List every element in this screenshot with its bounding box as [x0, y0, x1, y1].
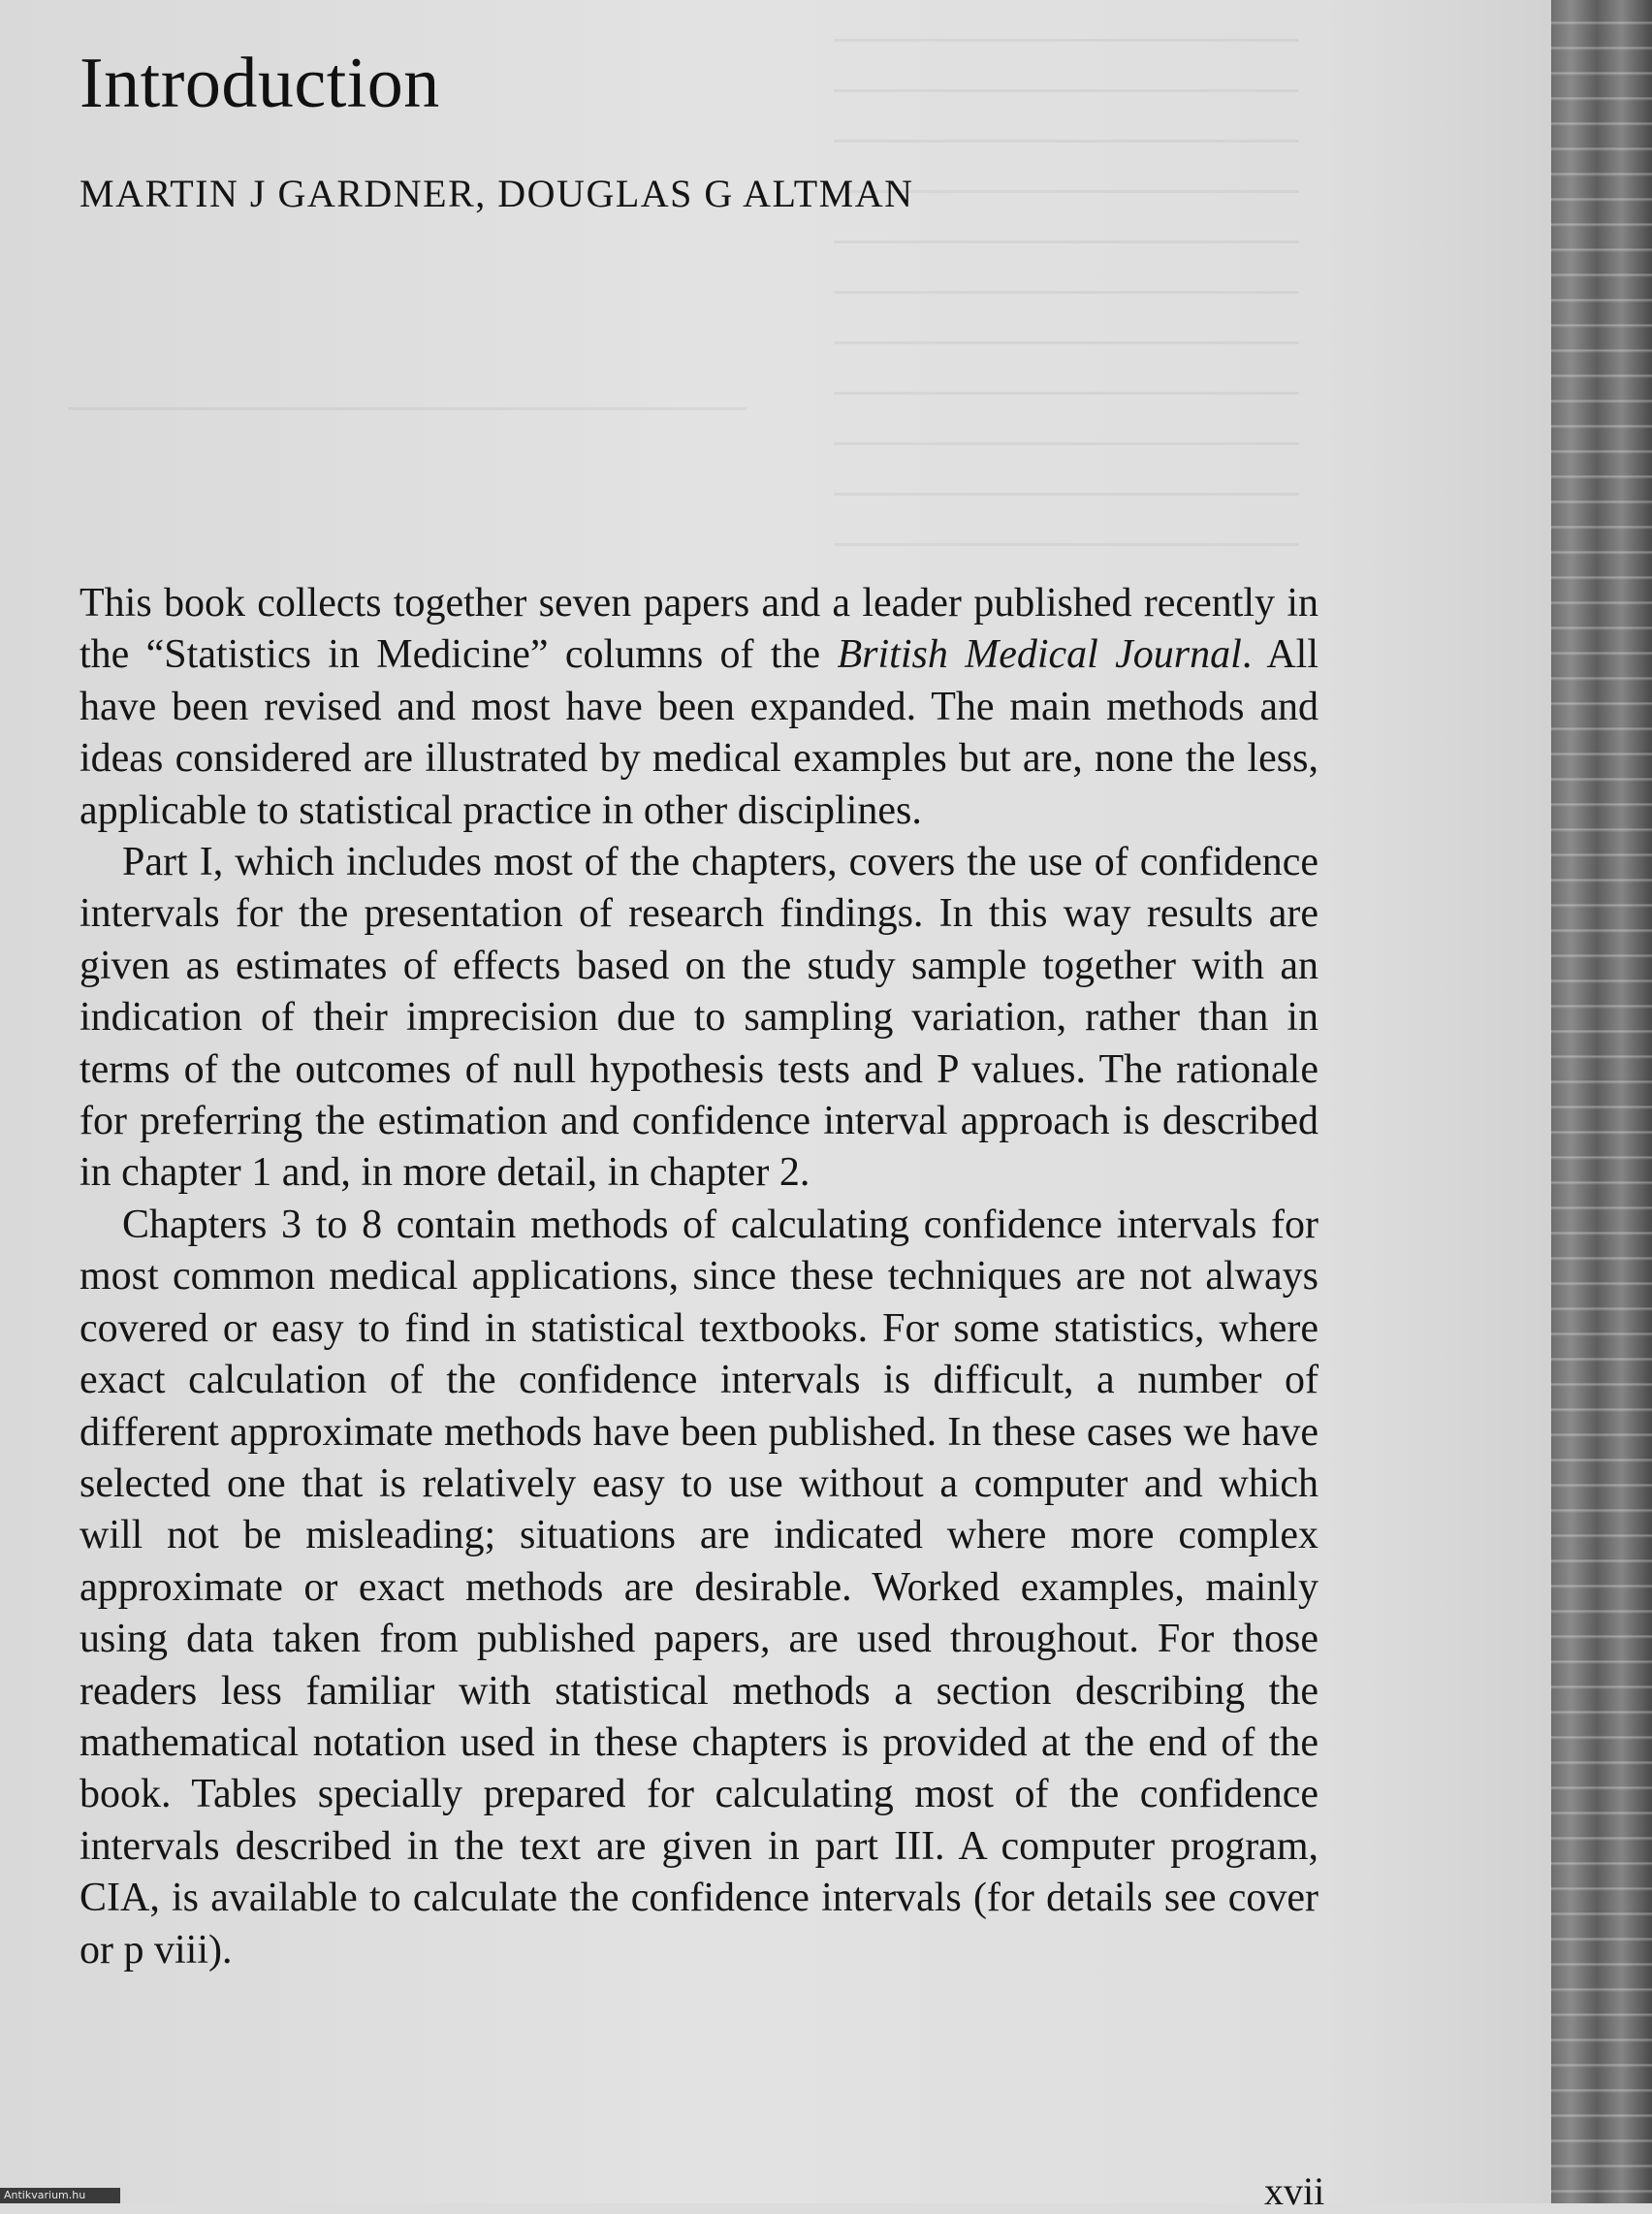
- authors-line: MARTIN J GARDNER, DOUGLAS G ALTMAN: [79, 172, 914, 215]
- paragraph-1-text-a: This book collects together seven papers and a leader published recently in the “Statistics in Medicine” columns of the: [79, 581, 1318, 678]
- watermark: Antikvarium.hu: [0, 2188, 120, 2203]
- page-number: xvii: [1264, 2169, 1325, 2213]
- paragraph-1-text-b: . All have been revised and most have been expanded. The main methods and ideas considered are illustrated by medical examples but are, none the less, applicable to statistical practice in other disciplines.: [79, 632, 1318, 833]
- book-spine-edge: [1551, 0, 1652, 2203]
- paragraph-1: [79, 578, 1318, 837]
- journal-title-italic: British Medical Journal: [837, 632, 1242, 678]
- page-title: Introduction: [79, 44, 440, 123]
- paragraph-2: Part I, which includes most of the chapters, covers the use of confidence intervals for the presentation of research findings. In this way results are given as estimates of effects based on the study sample together with an indication of their imprecision due to sampling variation, rather than in terms of the outcomes of null hypothesis tests and P values. The rationale for preferring the estimation and confidence interval approach is described in chapter 1 and, in more detail, in chapter 2.: [79, 840, 1318, 1196]
- body-text: [79, 578, 1318, 1976]
- paragraph-3: Chapters 3 to 8 contain methods of calculating confidence intervals for most common medical applications, since these techniques are not always covered or easy to find in statistical textbooks. For some statistics, where exact calculation of the confidence intervals is difficult, a number of different approximate methods have been published. In these cases we have selected one that is relatively easy to use without a computer and which will not be misleading; situations are indicated where more complex approximate or exact methods are desirable. Worked examples, mainly using data taken from published papers, are used throughout. For those readers less familiar with statistical methods a section describing the mathematical notation used in these chapters is provided at the end of the book. Tables specially prepared for calculating most of the confidence intervals described in the text are given in part III. A computer program, CIA, is available to calculate the confidence intervals (for details see cover or p viii).: [79, 1202, 1318, 1973]
